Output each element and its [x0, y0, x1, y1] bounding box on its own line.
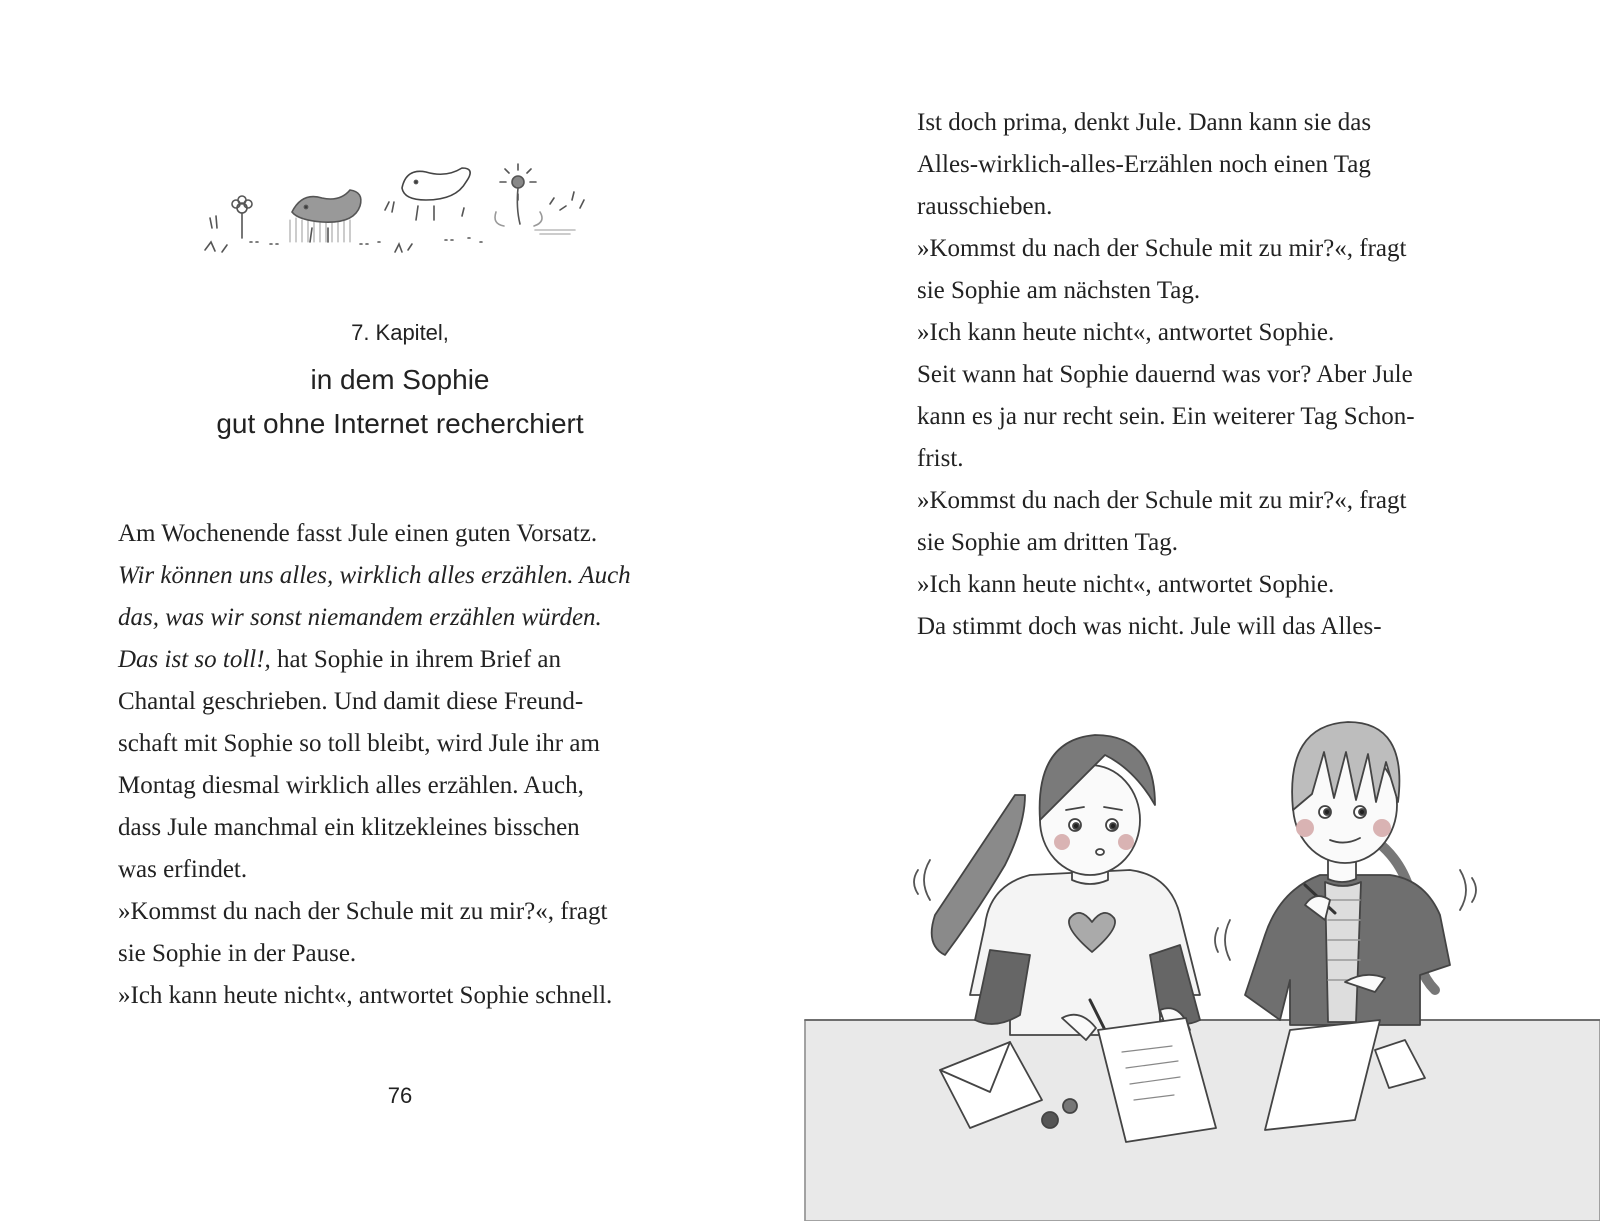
- text-line: Seit wann hat Sophie dauernd was vor? Aber Jule: [917, 361, 1413, 388]
- text-line: was erfindet.: [118, 856, 248, 883]
- right-page: [800, 0, 1600, 1221]
- text-line: kann es ja nur recht sein. Ein weiterer Tag Schon-: [917, 403, 1415, 430]
- text-line: sie Sophie am nächsten Tag.: [917, 277, 1201, 304]
- text-line: »Kommst du nach der Schule mit zu mir?«, fragt: [917, 235, 1407, 262]
- text-line: das, was wir sonst niemandem erzählen würden.: [118, 604, 602, 631]
- text-line: sie Sophie am dritten Tag.: [917, 529, 1178, 556]
- text-line: schaft mit Sophie so toll bleibt, wird Jule ihr am: [118, 730, 600, 757]
- text-line: Da stimmt doch was nicht. Jule will das Alles-: [917, 613, 1382, 640]
- text-line: Montag diesmal wirklich alles erzählen. Auch,: [118, 772, 584, 799]
- text-line: dass Jule manchmal ein klitzekleines bisschen: [118, 814, 580, 841]
- text-line: sie Sophie in der Pause.: [118, 940, 357, 967]
- page-number: 76: [387, 1083, 413, 1108]
- text-span: hat Sophie in ihrem Brief an: [270, 646, 562, 673]
- two-girls-at-table-illustration: [800, 700, 1600, 1221]
- chapter-title: [0, 358, 800, 446]
- text-line: [118, 639, 561, 681]
- text-line: Am Wochenende fasst Jule einen guten Vorsatz.: [118, 520, 598, 547]
- text-line: frist.: [917, 445, 964, 472]
- text-line: »Kommst du nach der Schule mit zu mir?«, fragt: [118, 898, 608, 925]
- text-line: »Ich kann heute nicht«, antwortet Sophie.: [917, 571, 1335, 598]
- text-line: »Ich kann heute nicht«, antwortet Sophie schnell.: [118, 982, 613, 1009]
- text-line: Wir können uns alles, wirklich alles erzählen. Auch: [118, 562, 631, 589]
- text-line: »Ich kann heute nicht«, antwortet Sophie.: [917, 319, 1335, 346]
- text-line: rausschieben.: [917, 193, 1053, 220]
- chapter-title-line-2: gut ohne Internet recherchiert: [216, 408, 584, 439]
- text-line: Ist doch prima, denkt Jule. Dann kann sie das: [917, 109, 1372, 136]
- chapter-number: 7. Kapitel,: [351, 320, 449, 345]
- text-italic-span: Das ist so toll!,: [118, 646, 271, 673]
- chapter-title-line-1: in dem Sophie: [310, 364, 490, 395]
- text-line: Chantal geschrieben. Und damit diese Freund-: [118, 688, 584, 715]
- text-line: »Kommst du nach der Schule mit zu mir?«, fragt: [917, 487, 1407, 514]
- text-line: Alles-wirklich-alles-Erzählen noch einen Tag: [917, 151, 1371, 178]
- birds-and-flowers-icon: [200, 160, 600, 270]
